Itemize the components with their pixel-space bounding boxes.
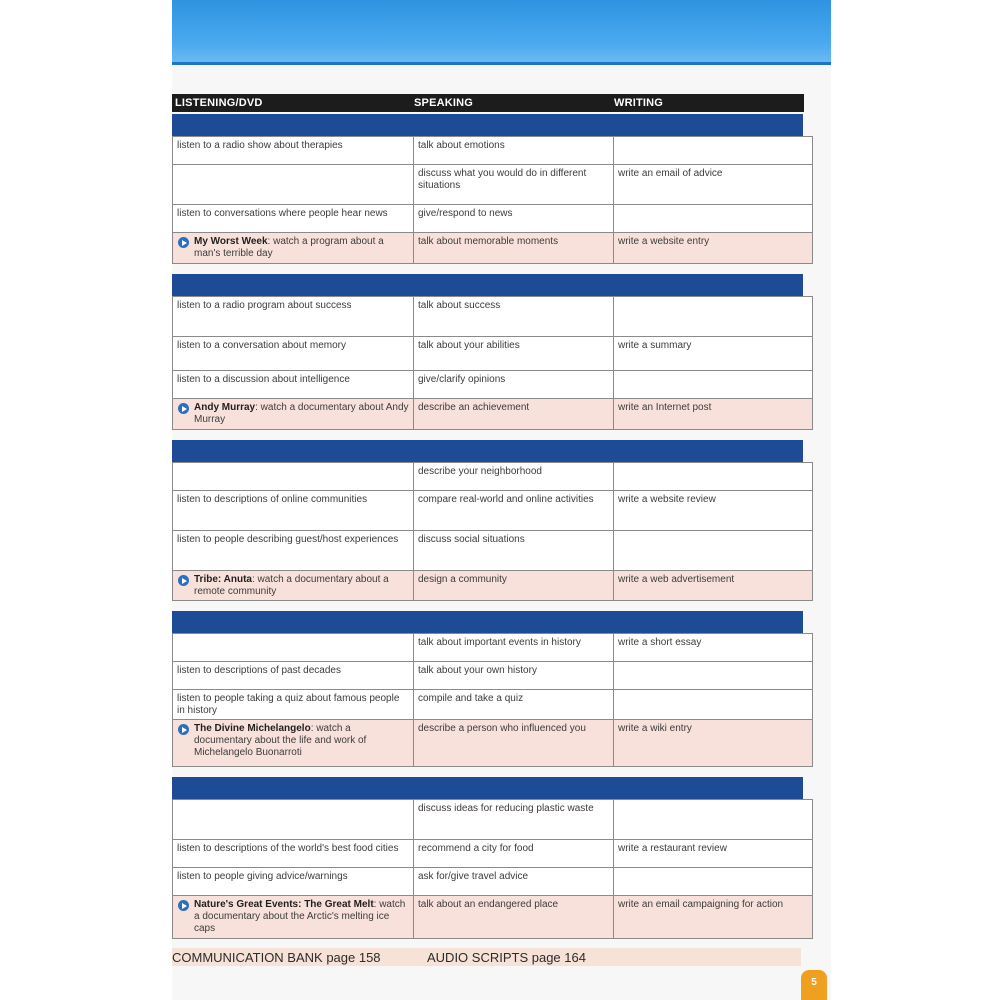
speaking-cell: describe a person who influenced you [414, 720, 614, 767]
speaking-cell: talk about important events in history [414, 634, 614, 662]
listening-cell: listen to descriptions of past decades [173, 662, 414, 690]
speaking-cell: describe an achievement [414, 399, 614, 430]
writing-cell [614, 137, 813, 165]
speaking-cell: discuss what you would do in different situations [414, 165, 614, 205]
writing-cell [614, 297, 813, 337]
unit-2-table [172, 296, 813, 430]
video-row [173, 720, 813, 767]
writing-cell [614, 868, 813, 896]
writing-cell [614, 371, 813, 399]
communication-bank-reference: COMMUNICATION BANK page 158 [172, 950, 381, 965]
speaking-cell: recommend a city for food [414, 840, 614, 868]
speaking-cell: talk about emotions [414, 137, 614, 165]
header-speaking: SPEAKING [414, 97, 474, 109]
video-title: Tribe: Anuta [194, 574, 252, 585]
video-title: My Worst Week [194, 236, 268, 247]
unit-3-table [172, 462, 813, 601]
table-row [173, 491, 813, 531]
listening-cell: listen to a radio show about therapies [173, 137, 414, 165]
table-row [173, 337, 813, 371]
writing-cell [614, 463, 813, 491]
table-row [173, 137, 813, 165]
listening-cell: listen to a radio program about success [173, 297, 414, 337]
video-row [173, 571, 813, 601]
video-title: Andy Murray [194, 402, 256, 413]
play-icon [178, 403, 189, 414]
listening-cell [173, 399, 414, 430]
unit-1 [172, 114, 803, 264]
table-row [173, 662, 813, 690]
writing-cell: write a wiki entry [614, 720, 813, 767]
speaking-cell: describe your neighborhood [414, 463, 614, 491]
unit-5-table [172, 799, 813, 939]
video-row [173, 233, 813, 264]
video-title: The Divine Michelangelo [194, 723, 311, 734]
table-row [173, 165, 813, 205]
listening-cell [173, 634, 414, 662]
writing-cell [614, 205, 813, 233]
listening-cell [173, 165, 414, 205]
speaking-cell: design a community [414, 571, 614, 601]
audio-scripts-reference: AUDIO SCRIPTS page 164 [427, 950, 586, 965]
writing-cell: write a summary [614, 337, 813, 371]
listening-cell: listen to people taking a quiz about famous people in history [173, 690, 414, 720]
table-row [173, 531, 813, 571]
speaking-cell: talk about success [414, 297, 614, 337]
speaking-cell: give/clarify opinions [414, 371, 614, 399]
speaking-cell: discuss ideas for reducing plastic waste [414, 800, 614, 840]
listening-cell: listen to descriptions of the world's best food cities [173, 840, 414, 868]
table-row [173, 800, 813, 840]
listening-cell [173, 233, 414, 264]
unit-2 [172, 274, 803, 430]
table-row [173, 205, 813, 233]
unit-3 [172, 440, 803, 601]
play-icon [178, 575, 189, 586]
writing-cell: write an Internet post [614, 399, 813, 430]
writing-cell [614, 662, 813, 690]
listening-cell: listen to a conversation about memory [173, 337, 414, 371]
table-row [173, 463, 813, 491]
play-icon [178, 900, 189, 911]
listening-cell [173, 463, 414, 491]
table-row [173, 297, 813, 337]
speaking-cell: compare real-world and online activities [414, 491, 614, 531]
speaking-cell: talk about an endangered place [414, 896, 614, 939]
listening-cell [173, 896, 414, 939]
header-writing: WRITING [614, 97, 664, 109]
speaking-cell: talk about memorable moments [414, 233, 614, 264]
writing-cell: write a restaurant review [614, 840, 813, 868]
top-banner [172, 0, 831, 62]
writing-cell [614, 531, 813, 571]
writing-cell: write a website entry [614, 233, 813, 264]
video-description: : watch a documentary about the Arctic's melting ice caps [194, 899, 406, 934]
play-icon [178, 724, 189, 735]
writing-cell: write an email campaigning for action [614, 896, 813, 939]
unit-3-bar [172, 440, 803, 462]
unit-5-bar [172, 777, 803, 799]
video-description: : watch a program about a man's terrible day [194, 236, 384, 259]
writing-cell: write a web advertisement [614, 571, 813, 601]
speaking-cell: give/respond to news [414, 205, 614, 233]
listening-cell: listen to people giving advice/warnings [173, 868, 414, 896]
top-banner-underline [172, 62, 831, 65]
speaking-cell: discuss social situations [414, 531, 614, 571]
speaking-cell: compile and take a quiz [414, 690, 614, 720]
column-header-bar [172, 94, 804, 112]
speaking-cell: talk about your own history [414, 662, 614, 690]
listening-cell [173, 720, 414, 767]
unit-1-table [172, 136, 813, 264]
speaking-cell: ask for/give travel advice [414, 868, 614, 896]
unit-4-table [172, 633, 813, 767]
table-row [173, 868, 813, 896]
play-icon [178, 237, 189, 248]
listening-cell: listen to descriptions of online communities [173, 491, 414, 531]
video-description: : watch a documentary about a remote community [194, 574, 389, 597]
listening-cell: listen to conversations where people hear news [173, 205, 414, 233]
unit-5 [172, 777, 803, 939]
page-number: 5 [801, 970, 827, 1000]
writing-cell [614, 690, 813, 720]
writing-cell: write a website review [614, 491, 813, 531]
listening-cell [173, 571, 414, 601]
writing-cell: write a short essay [614, 634, 813, 662]
table-row [173, 371, 813, 399]
header-listening: LISTENING/DVD [175, 97, 263, 109]
speaking-cell: talk about your abilities [414, 337, 614, 371]
video-title: Nature's Great Events: The Great Melt [194, 899, 374, 910]
listening-cell [173, 800, 414, 840]
video-row [173, 399, 813, 430]
listening-cell: listen to a discussion about intelligence [173, 371, 414, 399]
listening-cell: listen to people describing guest/host experiences [173, 531, 414, 571]
unit-2-bar [172, 274, 803, 296]
unit-1-bar [172, 114, 803, 136]
unit-4-bar [172, 611, 803, 633]
video-description: : watch a documentary about Andy Murray [194, 402, 409, 425]
table-row [173, 840, 813, 868]
writing-cell [614, 800, 813, 840]
video-description: : watch a documentary about the life and work of Michelangelo Buonarroti [194, 723, 367, 758]
table-row [173, 690, 813, 720]
unit-4 [172, 611, 803, 767]
table-row [173, 634, 813, 662]
writing-cell: write an email of advice [614, 165, 813, 205]
video-row [173, 896, 813, 939]
